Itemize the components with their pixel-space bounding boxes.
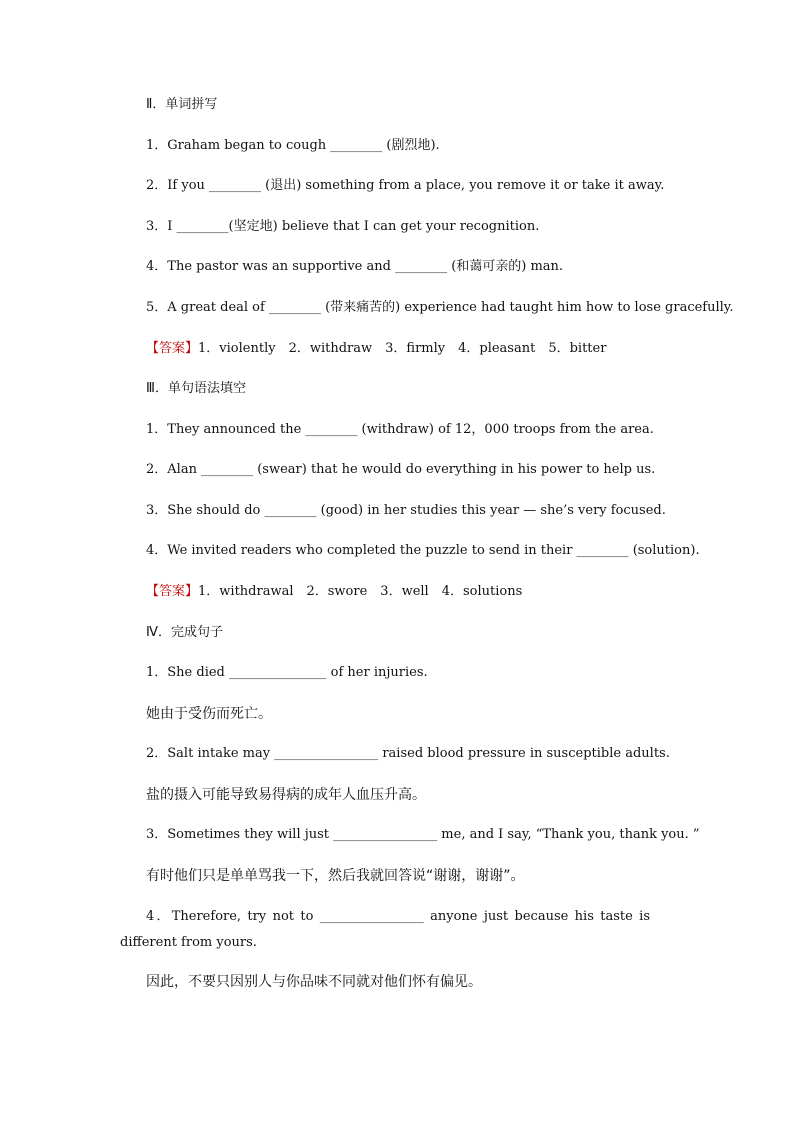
sec4-question-1: 1．She died _______________ of her injuries. [146, 665, 428, 680]
sec2-question-5: 5．A great deal of ________ (带来痛苦的) experience had taught him how to lose gracefully. [146, 300, 734, 315]
sec3-answer-line [146, 583, 522, 601]
sec3-question-4: 4．We invited readers who completed the puzzle to send in their ________ (solution). [146, 543, 700, 558]
sec4-question-4: 4．Therefore, try not to ________________ anyone just because his taste is different from yours. [120, 909, 650, 950]
section-3-heading: Ⅲ．单句语法填空 [146, 381, 246, 396]
sec3-question-2: 2．Alan ________ (swear) that he would do everything in his power to help us. [146, 462, 656, 477]
sec2-answer-text: 1．violently 2．withdraw 3．firmly 4．pleasant 5．bitter [198, 341, 607, 356]
sec4-question-2: 2．Salt intake may ________________ raised blood pressure in susceptible adults. [146, 746, 670, 761]
sec4-question-3: 3．Sometimes they will just ________________ me, and I say, “Thank you, thank you. ” [146, 827, 700, 842]
answer-tag: 【答案】 [146, 584, 199, 599]
sec2-question-1: 1．Graham began to cough ________ (剧烈地). [146, 138, 440, 153]
sec3-question-1: 1．They announced the ________ (withdraw) of 12，000 troops from the area. [146, 422, 654, 437]
sec3-question-3: 3．She should do ________ (good) in her studies this year — she’s very focused. [146, 503, 666, 518]
sec2-question-2: 2．If you ________ (退出) something from a place, you remove it or take it away. [146, 178, 665, 193]
section-4-heading: Ⅳ．完成句子 [146, 625, 223, 640]
sec4-question-1-translation: 她由于受伤而死亡。 [146, 706, 272, 722]
sec4-question-2-translation: 盐的摄入可能导致易得病的成年人血压升高。 [146, 787, 426, 803]
sec2-question-4: 4．The pastor was an supportive and ________ (和蔼可亲的) man. [146, 259, 564, 274]
sec2-answer-line [146, 340, 606, 358]
section-2-heading: Ⅱ．单词拼写 [146, 97, 218, 112]
answer-tag: 【答案】 [146, 341, 199, 356]
sec3-answer-text: 1．withdrawal 2．swore 3．well 4．solutions [198, 584, 523, 599]
sec4-question-4-translation: 因此，不要只因别人与你品味不同就对他们怀有偏见。 [146, 974, 482, 990]
sec2-question-3: 3．I ________(坚定地) believe that I can get your recognition. [146, 219, 540, 234]
sec4-question-3-translation: 有时他们只是单单骂我一下，然后我就回答说“谢谢，谢谢”。 [146, 868, 525, 884]
